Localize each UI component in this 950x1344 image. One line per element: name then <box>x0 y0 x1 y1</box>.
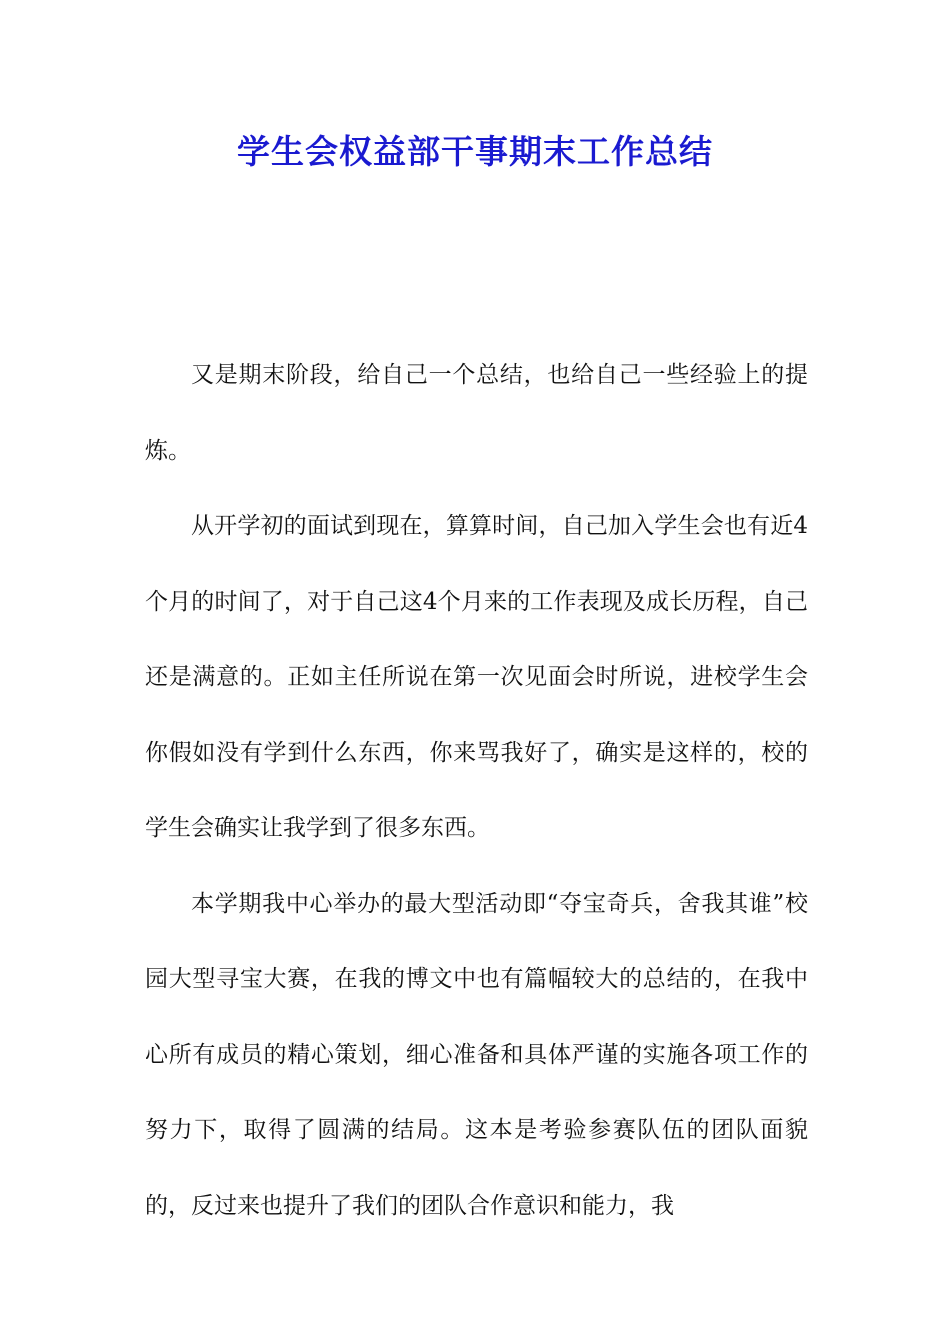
paragraph-1: 又是期末阶段，给自己一个总结，也给自己一些经验上的提炼。 <box>145 362 808 464</box>
paragraph-2: 从开学初的面试到现在，算算时间，自己加入学生会也有近4个月的时间了，对于自己这4个月来的工作表现及成长历程，自己还是满意的。正如主任所说在第一次见面会时所说，进校学生会你假如没有学到什么东西，你来骂我好了，确实是这样的，校的学生会确实让我学到了很多东西。 <box>145 513 808 841</box>
document-body <box>145 338 808 1244</box>
document-title: 学生会权益部干事期末工作总结 <box>237 132 713 171</box>
paragraph-3: 本学期我中心举办的最大型活动即“夺宝奇兵，舍我其谁”校园大型寻宝大赛，在我的博文中也有篇幅较大的总结的，在我中心所有成员的精心策划，细心准备和具体严谨的实施各项工作的努力下，取得了圆满的结局。这本是考验参赛队伍的团队面貌的，反过来也提升了我们的团队合作意识和能力，我 <box>145 890 808 1219</box>
